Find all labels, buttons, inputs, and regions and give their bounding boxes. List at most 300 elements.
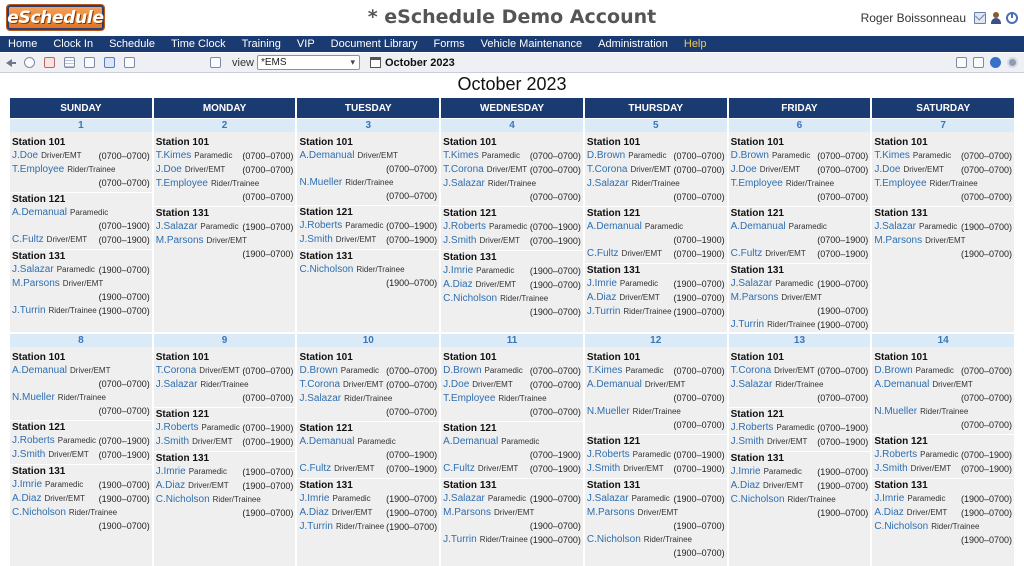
employee-role: Driver/EMT [932, 380, 973, 389]
shift-time: (1900–0700) [242, 508, 294, 518]
station-block [441, 250, 583, 319]
employee-link[interactable]: A.Diaz [874, 507, 904, 518]
month-calendar-icon[interactable] [370, 57, 381, 68]
shift-time: (0700–0700) [386, 407, 438, 417]
print-icon[interactable] [956, 57, 967, 68]
nav-item-schedule[interactable]: Schedule [109, 38, 155, 50]
employee-link[interactable]: A.Demanual [299, 150, 355, 161]
employee-link[interactable]: C.Nicholson [874, 521, 929, 532]
station-block [297, 205, 439, 247]
shift-time: (0700–1900) [817, 423, 869, 433]
shift-entry [729, 318, 871, 332]
shift-time: (1900–0700) [529, 521, 581, 531]
day-number[interactable]: 11 [441, 334, 583, 347]
employee-link[interactable]: T.Employee [155, 178, 208, 189]
employee-link[interactable]: J.Doe [730, 164, 757, 175]
shift-time: (0700–1900) [98, 221, 150, 231]
employee-link[interactable]: M.Parsons [730, 292, 779, 303]
employee-link[interactable]: J.Salazar [12, 264, 54, 275]
calendar-title: October 2023 [457, 74, 567, 94]
shift-entry [585, 220, 727, 247]
employee-role: Paramedic [628, 151, 667, 160]
station-block [585, 136, 727, 204]
nav-item-vehicle-maintenance[interactable]: Vehicle Maintenance [480, 38, 583, 50]
nav-item-administration[interactable]: Administration [598, 38, 668, 50]
shift-entry [297, 462, 439, 476]
shift-entry [585, 277, 727, 291]
employee-role: Driver/EMT [765, 249, 806, 258]
station-name: Station 121 [12, 422, 66, 433]
view-select[interactable] [257, 55, 360, 70]
back-arrow-icon[interactable] [5, 57, 16, 68]
day-header-friday: FRIDAY [729, 98, 871, 118]
shift-time: (0700–0700) [242, 366, 294, 376]
day-cell [585, 119, 727, 332]
employee-link[interactable]: J.Salazar [155, 221, 198, 232]
nav-item-training[interactable]: Training [241, 38, 281, 50]
day-number[interactable]: 12 [585, 334, 727, 347]
calendar-icon[interactable] [44, 57, 55, 68]
station-block [729, 451, 871, 520]
shift-time: (0700–1900) [529, 222, 581, 232]
calendar-week [10, 334, 1014, 566]
employee-link[interactable]: C.Nicholson [586, 534, 641, 545]
print-icon[interactable] [84, 57, 95, 68]
employee-role: Rider/Trainee [631, 179, 680, 188]
employee-link[interactable]: J.Roberts [155, 422, 199, 433]
shift-time: (1900–0700) [98, 292, 150, 302]
day-number[interactable]: 10 [297, 334, 439, 347]
shift-time: (0700–0700) [529, 407, 581, 417]
employee-link[interactable]: J.Imrie [12, 479, 42, 490]
shift-entry [585, 364, 727, 378]
employee-role: Paramedic [332, 494, 371, 503]
shift-time: (0700–1900) [673, 450, 725, 460]
employee-link[interactable]: A.Diaz [12, 493, 42, 504]
shift-entry [441, 506, 583, 533]
station-name: Station 121 [730, 409, 784, 420]
day-header-saturday: SATURDAY [872, 98, 1014, 118]
shift-time: (0700–0700) [529, 380, 581, 390]
employee-role: Paramedic [357, 437, 396, 446]
employee-link[interactable]: T.Corona [586, 164, 628, 175]
calendar-week [10, 119, 1014, 332]
employee-link[interactable]: C.Fultz [299, 463, 332, 474]
view-label: view [232, 57, 255, 69]
logout-icon[interactable] [1006, 12, 1018, 24]
employee-link[interactable]: T.Employee [730, 178, 783, 189]
shift-entry [729, 479, 871, 493]
employee-link[interactable]: J.Imrie [443, 265, 474, 276]
shift-entry [872, 163, 1014, 177]
employee-link[interactable]: J.Roberts [586, 449, 630, 460]
shift-time: (0700–0700) [529, 366, 581, 376]
settings-icon[interactable] [1007, 57, 1018, 68]
employee-link[interactable]: T.Corona [443, 164, 484, 175]
employee-role: Rider/Trainee [931, 522, 980, 531]
day-number[interactable]: 13 [729, 334, 871, 347]
nav-item-help[interactable]: Help [683, 38, 707, 50]
employee-link[interactable]: A.Demanual [730, 221, 786, 232]
station-block [729, 351, 871, 405]
employee-role: Paramedic [57, 436, 97, 445]
shift-entry [872, 364, 1014, 378]
nav-item-home[interactable]: Home [8, 38, 38, 50]
shift-time: (1900–0700) [529, 307, 581, 317]
employee-link[interactable]: J.Smith [443, 235, 477, 246]
shift-entry [441, 220, 583, 234]
employee-link[interactable]: C.Nicholson [299, 264, 354, 275]
employee-role: Rider/Trainee [487, 179, 537, 188]
employee-link[interactable]: A.Diaz [443, 279, 473, 290]
employee-link[interactable]: J.Salazar [443, 493, 485, 504]
shift-entry [872, 506, 1014, 520]
shift-entry [872, 448, 1014, 462]
employee-link[interactable]: A.Demanual [874, 379, 930, 390]
clock-icon[interactable] [24, 57, 35, 68]
shift-time: (1900–0700) [242, 467, 294, 477]
employee-link[interactable]: J.Imrie [155, 466, 186, 477]
employee-link[interactable]: A.Demanual [12, 207, 68, 218]
day-number[interactable]: 4 [441, 119, 583, 132]
day-number[interactable]: 5 [585, 119, 727, 132]
employee-link[interactable]: J.Smith [155, 436, 190, 447]
employee-link[interactable]: N.Mueller [874, 406, 918, 417]
employee-link[interactable]: M.Parsons [874, 235, 923, 246]
shift-entry [441, 234, 583, 248]
shift-entry [585, 378, 727, 405]
shift-entry [729, 177, 871, 204]
shift-entry [729, 291, 871, 318]
employee-link[interactable]: D.Brown [299, 365, 338, 376]
employee-link[interactable]: J.Salazar [586, 178, 629, 189]
employee-link[interactable]: J.Roberts [730, 422, 774, 433]
station-name: Station 101 [586, 137, 641, 148]
employee-role: Driver/EMT [206, 236, 247, 245]
employee-link[interactable]: J.Roberts [874, 449, 918, 460]
employee-link[interactable]: N.Mueller [12, 392, 55, 403]
shift-time: (1900–0700) [98, 306, 150, 316]
employee-link[interactable]: J.Salazar [874, 221, 916, 232]
employee-link[interactable]: J.Smith [12, 449, 46, 460]
shift-entry [585, 533, 727, 560]
employee-link[interactable]: D.Brown [443, 365, 482, 376]
employee-link[interactable]: J.Smith [586, 463, 621, 474]
shift-time: (1900–0700) [386, 494, 438, 504]
shift-time: (0700–0700) [673, 165, 725, 175]
employee-role: Paramedic [919, 222, 958, 231]
edit-icon[interactable] [210, 57, 221, 68]
employee-link[interactable]: A.Diaz [586, 292, 617, 303]
employee-role: Rider/Trainee [356, 265, 405, 274]
shift-time: (0700–0700) [529, 192, 581, 202]
employee-role: Driver/EMT [925, 236, 966, 245]
filter-icon[interactable] [124, 57, 135, 68]
station-block [585, 478, 727, 560]
employee-link[interactable]: M.Parsons [155, 235, 204, 246]
station-block [297, 421, 439, 476]
mail-icon[interactable] [974, 12, 986, 24]
employee-role: Rider/Trainee [498, 394, 547, 403]
employee-role: Driver/EMT [766, 437, 808, 446]
shift-time: (1900–0700) [242, 481, 294, 491]
station-block [297, 249, 439, 290]
day-cell [729, 334, 871, 566]
shift-entry [154, 220, 296, 234]
employee-link[interactable]: J.Imrie [299, 493, 330, 504]
shift-entry [154, 465, 296, 479]
station-name: Station 101 [586, 352, 641, 363]
employee-link[interactable]: J.Smith [874, 463, 908, 474]
employee-role: Rider/Trainee [479, 535, 528, 544]
app-header [0, 0, 1024, 36]
shift-entry [154, 421, 296, 435]
employee-link[interactable]: A.Diaz [299, 507, 329, 518]
shift-time: (0700–0700) [242, 393, 294, 403]
shift-time: (1900–0700) [960, 535, 1013, 545]
day-number[interactable]: 1 [10, 119, 152, 132]
employee-link[interactable]: A.Diaz [155, 480, 186, 491]
station-block [585, 206, 727, 261]
employee-link[interactable]: J.Smith [299, 234, 333, 245]
shift-time: (0700–1900) [386, 450, 438, 460]
day-number[interactable]: 9 [154, 334, 296, 347]
shift-entry [297, 219, 439, 233]
shift-entry [154, 493, 296, 520]
shift-time: (0700–1900) [98, 235, 150, 245]
employee-link[interactable]: T.Employee [12, 164, 65, 175]
employee-link[interactable]: J.Roberts [299, 220, 343, 231]
employee-link[interactable]: C.Fultz [730, 248, 763, 259]
employee-link[interactable]: C.Fultz [586, 248, 619, 259]
user-name: Roger Boissonneau [860, 11, 966, 25]
employee-link[interactable]: A.Demanual [586, 379, 642, 390]
day-body [872, 132, 1014, 332]
shift-entry [154, 177, 296, 204]
shift-entry [872, 220, 1014, 234]
station-block [297, 478, 439, 534]
employee-link[interactable]: J.Turrin [443, 534, 477, 545]
employee-role: Paramedic [915, 366, 954, 375]
export-icon[interactable] [973, 57, 984, 68]
shift-entry [729, 493, 871, 520]
employee-link[interactable]: J.Turrin [299, 521, 333, 532]
employee-link[interactable]: T.Kimes [155, 150, 192, 161]
station-block [441, 351, 583, 419]
shift-entry [441, 364, 583, 378]
employee-link[interactable]: J.Salazar [155, 379, 198, 390]
day-body [585, 132, 727, 332]
day-header-monday: MONDAY [154, 98, 296, 118]
employee-link[interactable]: J.Doe [874, 164, 901, 175]
employee-link[interactable]: T.Corona [155, 365, 197, 376]
employee-link[interactable]: J.Turrin [12, 305, 46, 316]
employee-link[interactable]: J.Salazar [586, 493, 629, 504]
station-name: Station 101 [299, 137, 353, 148]
employee-link[interactable]: J.Salazar [730, 278, 773, 289]
nav-item-time-clock[interactable]: Time Clock [170, 38, 226, 50]
day-number[interactable]: 8 [10, 334, 152, 347]
employee-link[interactable]: T.Kimes [586, 365, 623, 376]
employee-link[interactable]: C.Fultz [12, 234, 44, 245]
shift-time: (0700–1900) [817, 437, 869, 447]
employee-link[interactable]: J.Roberts [12, 435, 55, 446]
employee-link[interactable]: J.Doe [443, 379, 470, 390]
employee-role: Driver/EMT [623, 464, 664, 473]
employee-link[interactable]: J.Salazar [730, 379, 773, 390]
day-body [585, 347, 727, 566]
profile-icon[interactable] [990, 12, 1002, 24]
employee-link[interactable]: T.Corona [299, 379, 341, 390]
employee-link[interactable]: C.Nicholson [443, 293, 498, 304]
employee-link[interactable]: M.Parsons [12, 278, 60, 289]
employee-link[interactable]: J.Salazar [443, 178, 485, 189]
page-title: * eSchedule Demo Account [367, 6, 657, 28]
export-icon[interactable] [104, 57, 115, 68]
shift-entry [297, 435, 439, 462]
day-number[interactable]: 6 [729, 119, 871, 132]
employee-link[interactable]: J.Smith [730, 436, 764, 447]
employee-link[interactable]: N.Mueller [586, 406, 630, 417]
employee-role: Driver/EMT [477, 464, 519, 473]
employee-link[interactable]: A.Demanual [299, 436, 355, 447]
station-block [10, 249, 152, 318]
employee-link[interactable]: A.Demanual [12, 365, 68, 376]
employee-role: Paramedic [763, 467, 802, 476]
day-number[interactable]: 2 [154, 119, 296, 132]
shift-time: (1900–0700) [673, 293, 725, 303]
employee-link[interactable]: C.Nicholson [730, 494, 785, 505]
employee-link[interactable]: T.Corona [730, 365, 772, 376]
station-name: Station 121 [12, 194, 66, 205]
employee-link[interactable]: D.Brown [730, 150, 769, 161]
employee-link[interactable]: T.Employee [443, 393, 496, 404]
employee-role: Rider/Trainee [212, 495, 261, 504]
employee-link[interactable]: N.Mueller [299, 177, 343, 188]
shift-time: (0700–0700) [960, 192, 1013, 202]
employee-link[interactable]: J.Salazar [299, 393, 342, 404]
shift-time: (1900–0700) [817, 279, 869, 289]
employee-link[interactable]: T.Kimes [874, 150, 910, 161]
employee-role: Rider/Trainee [929, 179, 978, 188]
employee-link[interactable]: J.Imrie [874, 493, 905, 504]
employee-role: Paramedic [625, 366, 664, 375]
shift-time: (0700–1900) [673, 235, 725, 245]
station-name: Station 121 [443, 208, 497, 219]
employee-link[interactable]: J.Imrie [586, 278, 617, 289]
station-name: Station 121 [586, 436, 641, 447]
employee-link[interactable]: A.Demanual [443, 436, 499, 447]
employee-link[interactable]: J.Turrin [586, 306, 621, 317]
shift-entry [10, 364, 152, 391]
employee-role: Driver/EMT [184, 165, 226, 174]
employee-role: Rider/Trainee [767, 320, 816, 329]
employee-link[interactable]: J.Turrin [730, 319, 765, 330]
employee-role: Paramedic [912, 151, 952, 160]
help-icon[interactable] [990, 57, 1001, 68]
day-number[interactable]: 3 [297, 119, 439, 132]
day-body [729, 132, 871, 332]
day-cell [872, 119, 1014, 332]
employee-role: Rider/Trainee [623, 307, 672, 316]
employee-link[interactable]: D.Brown [586, 150, 626, 161]
shift-time: (1900–0700) [98, 480, 150, 490]
employee-role: Paramedic [776, 423, 815, 432]
nav-item-clock-in[interactable]: Clock In [53, 38, 94, 50]
shift-entry [585, 448, 727, 462]
day-cell [154, 119, 296, 332]
shift-entry [297, 506, 439, 520]
nav-item-forms[interactable]: Forms [433, 38, 465, 50]
employee-link[interactable]: T.Kimes [443, 150, 479, 161]
employee-role: Paramedic [340, 366, 380, 375]
employee-role: Driver/EMT [335, 235, 377, 244]
shift-entry [729, 149, 871, 163]
shift-entry [441, 462, 583, 476]
day-headers [10, 98, 1014, 118]
employee-link[interactable]: C.Nicholson [155, 494, 210, 505]
employee-link[interactable]: J.Doe [155, 164, 182, 175]
shift-time: (1900–0700) [386, 278, 438, 288]
shift-time: (0700–0700) [386, 380, 438, 390]
employee-link[interactable]: J.Doe [12, 150, 39, 161]
employee-link[interactable]: A.Diaz [730, 480, 761, 491]
nav-item-vip[interactable]: VIP [296, 38, 315, 50]
employee-role: Paramedic [194, 151, 233, 160]
employee-link[interactable]: M.Parsons [443, 507, 491, 518]
shift-entry [10, 263, 152, 277]
employee-link[interactable]: M.Parsons [586, 507, 635, 518]
shift-time: (1900–0700) [673, 521, 725, 531]
day-number[interactable]: 14 [872, 334, 1014, 347]
station-name: Station 131 [155, 208, 210, 219]
shift-time: (1900–0700) [960, 508, 1013, 518]
shift-entry [297, 176, 439, 203]
nav-item-document-library[interactable]: Document Library [330, 38, 418, 50]
employee-link[interactable]: C.Nicholson [12, 507, 66, 518]
shift-time: (1900–0700) [817, 481, 869, 491]
shift-entry [585, 149, 727, 163]
employee-role: Driver/EMT [910, 464, 952, 473]
list-icon[interactable] [64, 57, 75, 68]
shift-entry [441, 435, 583, 462]
shift-time: (0700–0700) [242, 165, 294, 175]
shift-time: (1900–0700) [817, 306, 869, 316]
employee-role: Driver/EMT [62, 279, 104, 288]
employee-role: Paramedic [788, 222, 827, 231]
shift-time: (0700–1900) [529, 236, 581, 246]
shift-time: (0700–1900) [529, 464, 581, 474]
day-number[interactable]: 7 [872, 119, 1014, 132]
employee-link[interactable]: D.Brown [874, 365, 913, 376]
employee-link[interactable]: T.Employee [874, 178, 927, 189]
shift-time: (0700–0700) [98, 178, 150, 188]
shift-entry [10, 233, 152, 247]
employee-link[interactable]: A.Demanual [586, 221, 642, 232]
employee-role: Paramedic [487, 494, 527, 503]
station-block [154, 451, 296, 520]
day-cell [585, 334, 727, 566]
shift-time: (1900–0700) [98, 494, 150, 504]
employee-link[interactable]: C.Fultz [443, 463, 475, 474]
shift-entry [10, 478, 152, 492]
shift-entry [10, 277, 152, 304]
shift-entry [872, 405, 1014, 432]
station-block [872, 478, 1014, 547]
employee-link[interactable]: J.Imrie [730, 466, 761, 477]
employee-role: Driver/EMT [479, 236, 520, 245]
employee-link[interactable]: J.Roberts [443, 221, 486, 232]
